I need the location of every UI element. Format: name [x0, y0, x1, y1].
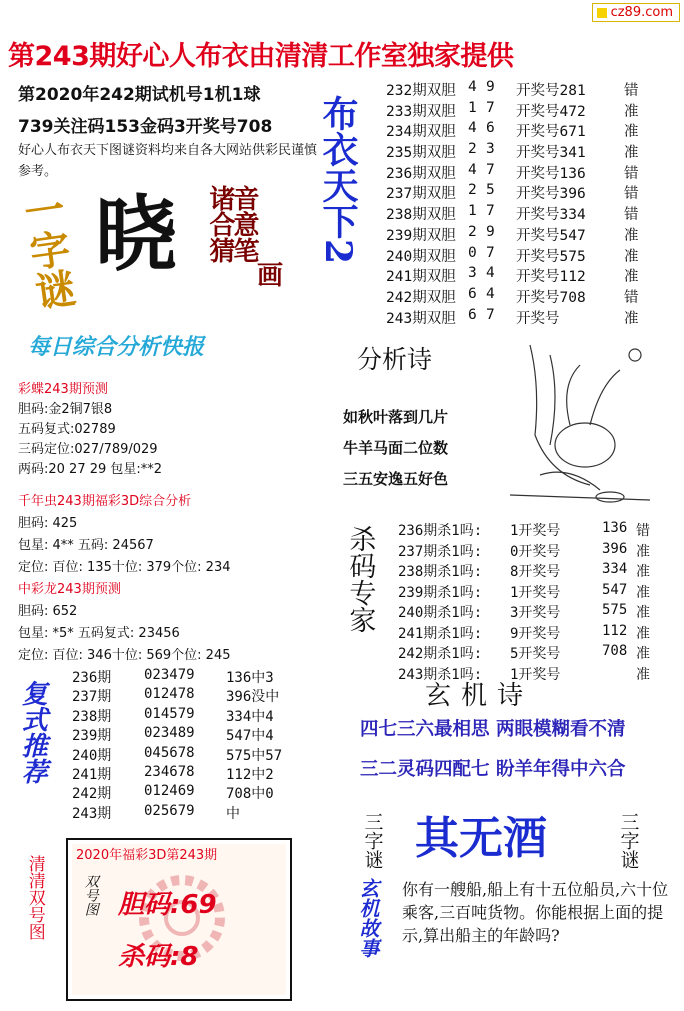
compound-table [72, 667, 342, 822]
riddle-label-right: 三字谜 [617, 812, 640, 869]
riddle-hint-1: 诸合猜 [205, 185, 235, 263]
double-dan-row [386, 245, 676, 266]
compound-row [72, 783, 342, 802]
compound-n: 025679 [144, 802, 195, 819]
double-dan-period: 235期双胆 [386, 145, 456, 162]
riddle-answer: 其无酒 [415, 813, 547, 864]
compound-p: 237期 [72, 689, 112, 706]
kill-code-k: 5开奖号 [510, 646, 561, 662]
double-dan-result: 准 [624, 145, 639, 162]
double-dan-period: 240期双胆 [386, 248, 456, 265]
double-dan-a: 2 [468, 182, 477, 199]
double-dan-b: 7 [486, 99, 495, 116]
fucai-card [66, 838, 292, 1001]
double-dan-result: 准 [624, 103, 639, 120]
double-dan-row [386, 182, 676, 203]
kill-code-r: 准 [636, 584, 650, 601]
mystic-poem-line: 三二灵码四配七 盼羊年得中六合 [360, 759, 626, 780]
kill-code-p: 238期杀1吗: [398, 564, 483, 580]
double-dan-period: 236期双胆 [386, 165, 456, 182]
double-dan-b: 4 [486, 265, 495, 282]
kill-code-p: 236期杀1吗: [398, 523, 483, 539]
compound-r: 547中4 [226, 728, 274, 745]
trial-line-2: 739关注码153金码3开奖号708 [18, 117, 273, 137]
compound-row [72, 706, 342, 725]
double-dan-row [386, 286, 676, 307]
qiannian-section [18, 490, 348, 578]
kill-code-p: 241期杀1吗: [398, 625, 483, 642]
kill-code-row [398, 561, 678, 582]
double-dan-b: 7 [486, 203, 495, 220]
double-dan-a: 2 [468, 141, 477, 158]
rabbit-sketch-icon [490, 325, 665, 515]
compound-p: 239期 [72, 728, 112, 745]
mystic-poem [360, 710, 660, 800]
compound-p: 236期 [72, 670, 112, 686]
double-dan-text: 开奖号547 [516, 227, 586, 244]
kill-code-n: 708 [602, 643, 628, 659]
double-dan-b: 5 [486, 182, 495, 199]
compound-n: 234678 [144, 763, 195, 780]
riddle-story: 你有一艘船,船上有十五位船员,六十位乘客,三百吨货物。你能根据上面的提示,算出船主的年龄吗? [402, 880, 669, 945]
riddle-hint-3: 画 [257, 261, 284, 291]
kill-code-k: 8开奖号 [510, 564, 561, 580]
double-dan-row [386, 162, 676, 183]
compound-r: 396没中 [226, 689, 280, 706]
double-dan-a: 2 [468, 223, 477, 240]
double-dan-result: 错 [624, 83, 639, 99]
compound-n: 045678 [144, 744, 195, 761]
analysis-poem [343, 402, 448, 495]
fucai-side: 双号图 [82, 874, 99, 916]
double-dan-period: 232期双胆 [386, 83, 456, 99]
double-dan-result: 错 [624, 207, 639, 224]
qiannian-line: 定位: 百位: 135十位: 379个位: 234 [18, 560, 231, 575]
double-dan-period: 237期双胆 [386, 186, 456, 203]
kill-code-n: 396 [602, 540, 628, 557]
kill-code-n: 575 [602, 602, 628, 618]
kill-code-k: 1开奖号 [510, 666, 561, 683]
double-dan-row [386, 203, 676, 224]
double-dan-text: 开奖号334 [516, 207, 586, 224]
double-dan-row [386, 120, 676, 141]
brand-vertical: 布衣天下2 [317, 95, 359, 265]
double-dan-text: 开奖号396 [516, 186, 586, 203]
kill-code-p: 240期杀1吗: [398, 605, 483, 621]
double-dan-result: 准 [624, 227, 639, 244]
double-dan-row [386, 265, 676, 286]
kill-code-n: 334 [602, 561, 628, 577]
caidie-header: 彩蝶243期预测 [18, 382, 108, 397]
double-dan-row [386, 141, 676, 162]
riddle-hints [195, 185, 315, 325]
compound-row [72, 745, 342, 764]
double-dan-text: 开奖号472 [516, 103, 586, 120]
kill-code-r: 准 [636, 625, 650, 642]
mystic-poem-title: 玄机诗 [425, 681, 534, 711]
kill-code-row [398, 602, 678, 623]
riddle-label-left: 三字谜 [361, 812, 384, 869]
kill-code-p: 243期杀1吗: [398, 666, 483, 683]
page-title: 第243期好心人布衣由清清工作室独家提供 [8, 41, 514, 72]
kill-code-row [398, 541, 678, 562]
kill-code-n: 136 [602, 520, 628, 536]
trial-line-1: 第2020年242期试机号1机1球 [18, 85, 261, 105]
riddle-hint-2: 音意笔 [229, 185, 259, 263]
kill-code-row [398, 582, 678, 603]
poem-line: 三五安逸五好色 [343, 470, 449, 488]
double-dan-a: 4 [468, 161, 477, 178]
double-dan-period: 243期双胆 [386, 310, 456, 327]
double-dan-result: 准 [624, 310, 639, 327]
mystic-poem-line: 四七三六最相思 两眼模糊看不清 [360, 719, 626, 740]
compound-r: 708中0 [226, 786, 274, 803]
kill-code-r: 准 [636, 666, 650, 683]
double-dan-a: 6 [468, 306, 477, 323]
compound-n: 012469 [144, 783, 195, 800]
compound-n: 014579 [144, 705, 195, 722]
compound-n: 012478 [144, 686, 195, 703]
story-label: 玄机故事 [356, 878, 380, 958]
compound-p: 240期 [72, 747, 112, 764]
double-dan-list [386, 79, 676, 327]
compound-r: 中 [226, 805, 240, 822]
compound-p: 242期 [72, 786, 112, 803]
kill-code-r: 准 [636, 605, 650, 621]
kill-code-p: 239期杀1吗: [398, 584, 483, 601]
double-dan-a: 1 [468, 203, 477, 220]
compound-p: 238期 [72, 708, 112, 725]
zhongcai-header: 中彩龙243期预测 [18, 582, 121, 597]
double-number-label: 清清双号图 [24, 855, 45, 940]
kill-code-r: 错 [636, 523, 650, 539]
kill-code-p: 242期杀1吗: [398, 646, 483, 662]
compound-row [72, 667, 342, 686]
kill-code-n: 112 [602, 622, 628, 639]
logo-square-icon [597, 8, 607, 18]
daily-title: 每日综合分析快报 [28, 335, 205, 360]
caidie-line: 两码:20 27 29 包星:**2 [18, 462, 163, 477]
compound-n: 023479 [144, 667, 195, 683]
fucai-sha: 杀码:8 [118, 942, 199, 972]
double-dan-b: 4 [486, 285, 495, 302]
double-dan-a: 6 [468, 285, 477, 302]
double-dan-b: 7 [486, 306, 495, 323]
kill-code-k: 3开奖号 [510, 605, 561, 621]
double-dan-period: 234期双胆 [386, 124, 456, 141]
zhongcai-line: 胆码: 652 [18, 604, 78, 619]
kill-code-p: 237期杀1吗: [398, 543, 483, 560]
kill-code-n: 547 [602, 581, 628, 598]
double-dan-period: 238期双胆 [386, 207, 456, 224]
double-dan-row [386, 100, 676, 121]
qiannian-line: 包星: 4** 五码: 24567 [18, 538, 154, 553]
kill-code-list [398, 520, 678, 684]
double-dan-period: 241期双胆 [386, 269, 456, 286]
kill-code-n [602, 664, 636, 685]
compound-r: 136中3 [226, 670, 274, 686]
caidie-line: 五码复式:02789 [18, 422, 116, 437]
fucai-header: 2020年福彩3D第243期 [76, 848, 218, 863]
double-dan-text: 开奖号671 [516, 124, 586, 141]
double-dan-a: 1 [468, 99, 477, 116]
kill-code-row [398, 643, 678, 664]
double-dan-b: 9 [486, 79, 495, 95]
compound-row [72, 764, 342, 783]
compound-r: 112中2 [226, 766, 274, 783]
kill-code-r: 准 [636, 543, 650, 560]
qiannian-line: 胆码: 425 [18, 516, 78, 531]
kill-code-row [398, 520, 678, 541]
caidie-line: 胆码:金2铜7银8 [18, 402, 113, 417]
site-watermark[interactable] [592, 3, 680, 22]
double-dan-text: 开奖号112 [516, 269, 586, 286]
poem-line: 如秋叶落到几片 [343, 408, 449, 426]
compound-n: 023489 [144, 725, 195, 742]
disclaimer-note: 好心人布衣天下图谜资料均来自各大网站供彩民谨慎参考。 [18, 143, 318, 179]
kill-code-k: 1开奖号 [510, 584, 561, 601]
double-dan-a: 3 [468, 265, 477, 282]
kill-code-k: 9开奖号 [510, 625, 561, 642]
double-dan-text: 开奖号 [516, 310, 560, 327]
double-dan-b: 7 [486, 244, 495, 261]
double-dan-row [386, 224, 676, 245]
compound-r: 575中57 [226, 747, 283, 764]
kill-code-r: 准 [636, 646, 650, 662]
zhongcai-line: 包星: *5* 五码复式: 23456 [18, 626, 180, 641]
double-dan-b: 7 [486, 161, 495, 178]
compound-r: 334中4 [226, 708, 274, 725]
zhongcai-line: 定位: 百位: 346十位: 569个位: 245 [18, 648, 231, 663]
poem-line: 牛羊马面二位数 [343, 439, 449, 457]
poem-illustration [490, 325, 665, 515]
double-dan-text: 开奖号575 [516, 248, 586, 265]
zhongcai-section [18, 578, 348, 666]
double-dan-result: 准 [624, 269, 639, 286]
compound-p: 243期 [72, 805, 112, 822]
compound-row [72, 725, 342, 744]
kill-code-r: 准 [636, 564, 650, 580]
double-dan-row [386, 79, 676, 100]
double-dan-period: 242期双胆 [386, 289, 456, 306]
kill-code-k: 1开奖号 [510, 523, 561, 539]
double-dan-period: 239期双胆 [386, 227, 456, 244]
double-dan-a: 4 [468, 79, 477, 95]
compound-row [72, 686, 342, 705]
kill-code-row [398, 623, 678, 644]
double-dan-result: 错 [624, 165, 639, 182]
site-url: cz89.com [610, 5, 673, 20]
double-dan-result: 错 [624, 186, 639, 203]
caidie-section [18, 378, 338, 478]
double-dan-a: 0 [468, 244, 477, 261]
double-dan-result: 错 [624, 289, 639, 306]
double-dan-result: 准 [624, 124, 639, 141]
compound-p: 241期 [72, 766, 112, 783]
double-dan-text: 开奖号281 [516, 83, 586, 99]
compound-recommend-label: 复式推荐 [17, 680, 48, 784]
riddle-big-char: 晓 [95, 188, 178, 283]
double-dan-result: 准 [624, 248, 639, 265]
fucai-dan: 胆码:69 [118, 890, 217, 920]
double-dan-text: 开奖号341 [516, 145, 586, 162]
double-dan-text: 开奖号136 [516, 165, 586, 182]
double-dan-b: 6 [486, 120, 495, 137]
analysis-poem-title: 分析诗 [357, 345, 433, 374]
double-dan-a: 4 [468, 120, 477, 137]
double-dan-b: 3 [486, 141, 495, 158]
double-dan-b: 9 [486, 223, 495, 240]
caidie-line: 三码定位:027/789/029 [18, 442, 158, 457]
kill-code-k: 0开奖号 [510, 543, 561, 560]
kill-code-title: 杀码专家 [344, 525, 376, 633]
compound-row [72, 803, 342, 822]
double-dan-period: 233期双胆 [386, 103, 456, 120]
riddle-left-label: 一字谜 [15, 187, 78, 313]
qiannian-header: 千年虫243期福彩3D综合分析 [18, 494, 192, 509]
double-dan-text: 开奖号708 [516, 289, 586, 306]
